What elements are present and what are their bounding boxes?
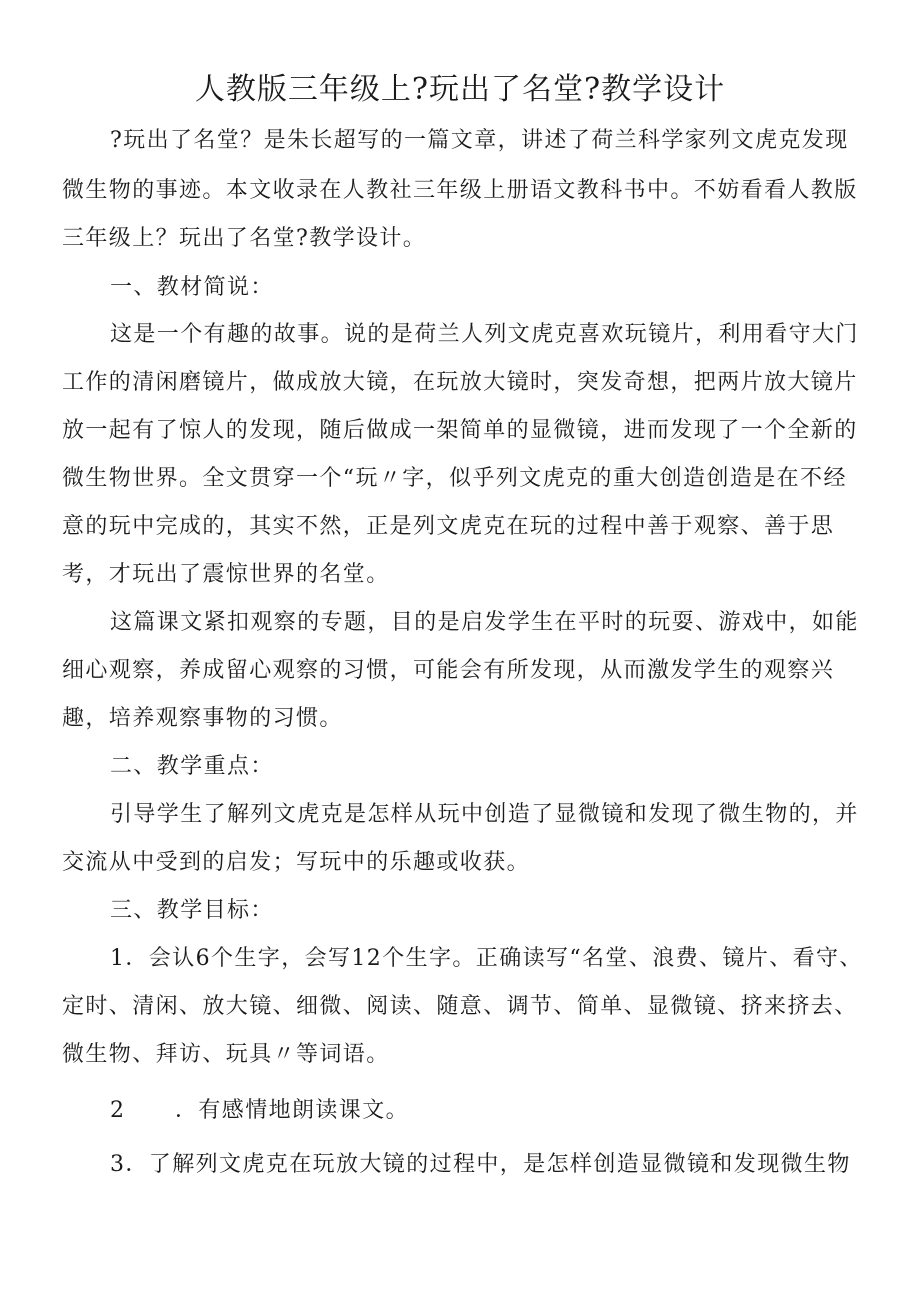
section2-heading: 二、教学重点： <box>110 754 274 779</box>
goal-1-line-3: 微生物、拜访、玩具〃等词语。 <box>62 1042 390 1067</box>
section1-para1-line-4: 微生物世界。全文贯穿一个“玩〃字，似乎列文虎克的重大创造创造是在不经 <box>62 466 847 491</box>
intro-line-3: 三年级上？玩出了名堂?教学设计。 <box>62 226 427 251</box>
intro-line-2: 微生物的事迹。本文收录在人教社三年级上册语文教科书中。不妨看看人教版 <box>62 178 858 203</box>
goal-2-number: 2 <box>110 1098 124 1123</box>
section2-para-line-1: 引导学生了解列文虎克是怎样从玩中创造了显微镜和发现了微生物的，并 <box>110 802 859 827</box>
goal-2-text: ．有感情地朗读课文。 <box>175 1098 410 1123</box>
section1-para1-line-5: 意的玩中完成的，其实不然，正是列文虎克在玩的过程中善于观察、善于思 <box>62 514 835 539</box>
section1-para1-line-3: 放一起有了惊人的发现，随后做成一架简单的显微镜，进而发现了一个全新的 <box>62 418 858 443</box>
section1-para2-line-2: 细心观察，养成留心观察的习惯，可能会有所发现，从而激发学生的观察兴 <box>62 658 835 683</box>
document-title: 人教版三年级上?玩出了名堂?教学设计 <box>194 72 726 107</box>
section1-para1-line-6: 考，才玩出了震惊世界的名堂。 <box>62 562 390 587</box>
section2-para-line-2: 交流从中受到的启发；写玩中的乐趣或收获。 <box>62 850 531 875</box>
section1-para1-line-2: 工作的清闲磨镜片，做成放大镜，在玩放大镜时，突发奇想，把两片放大镜片 <box>62 370 858 395</box>
section1-para2-line-3: 趣，培养观察事物的习惯。 <box>62 706 343 731</box>
goal-1-line-1: 1．会认6个生字，会写12个生字。正确读写“名堂、浪费、镜片、看守、 <box>110 946 863 971</box>
section1-para2-line-1: 这篇课文紧扣观察的专题，目的是启发学生在平时的玩耍、游戏中，如能 <box>110 610 859 635</box>
goal-3-line-1: 3．了解列文虎克在玩放大镜的过程中，是怎样创造显微镜和发现微生物 <box>110 1152 851 1177</box>
section3-heading: 三、教学目标： <box>110 898 274 923</box>
intro-line-1: ?玩出了名堂？是朱长超写的一篇文章，讲述了荷兰科学家列文虎克发现 <box>110 128 849 153</box>
section1-heading: 一、教材简说： <box>110 275 274 300</box>
section1-para1-line-1: 这是一个有趣的故事。说的是荷兰人列文虎克喜欢玩镜片，利用看守大门 <box>110 322 859 347</box>
goal-1-line-2: 定时、清闲、放大镜、细微、阅读、随意、调节、简单、显微镜、挤来挤去、 <box>62 994 858 1019</box>
